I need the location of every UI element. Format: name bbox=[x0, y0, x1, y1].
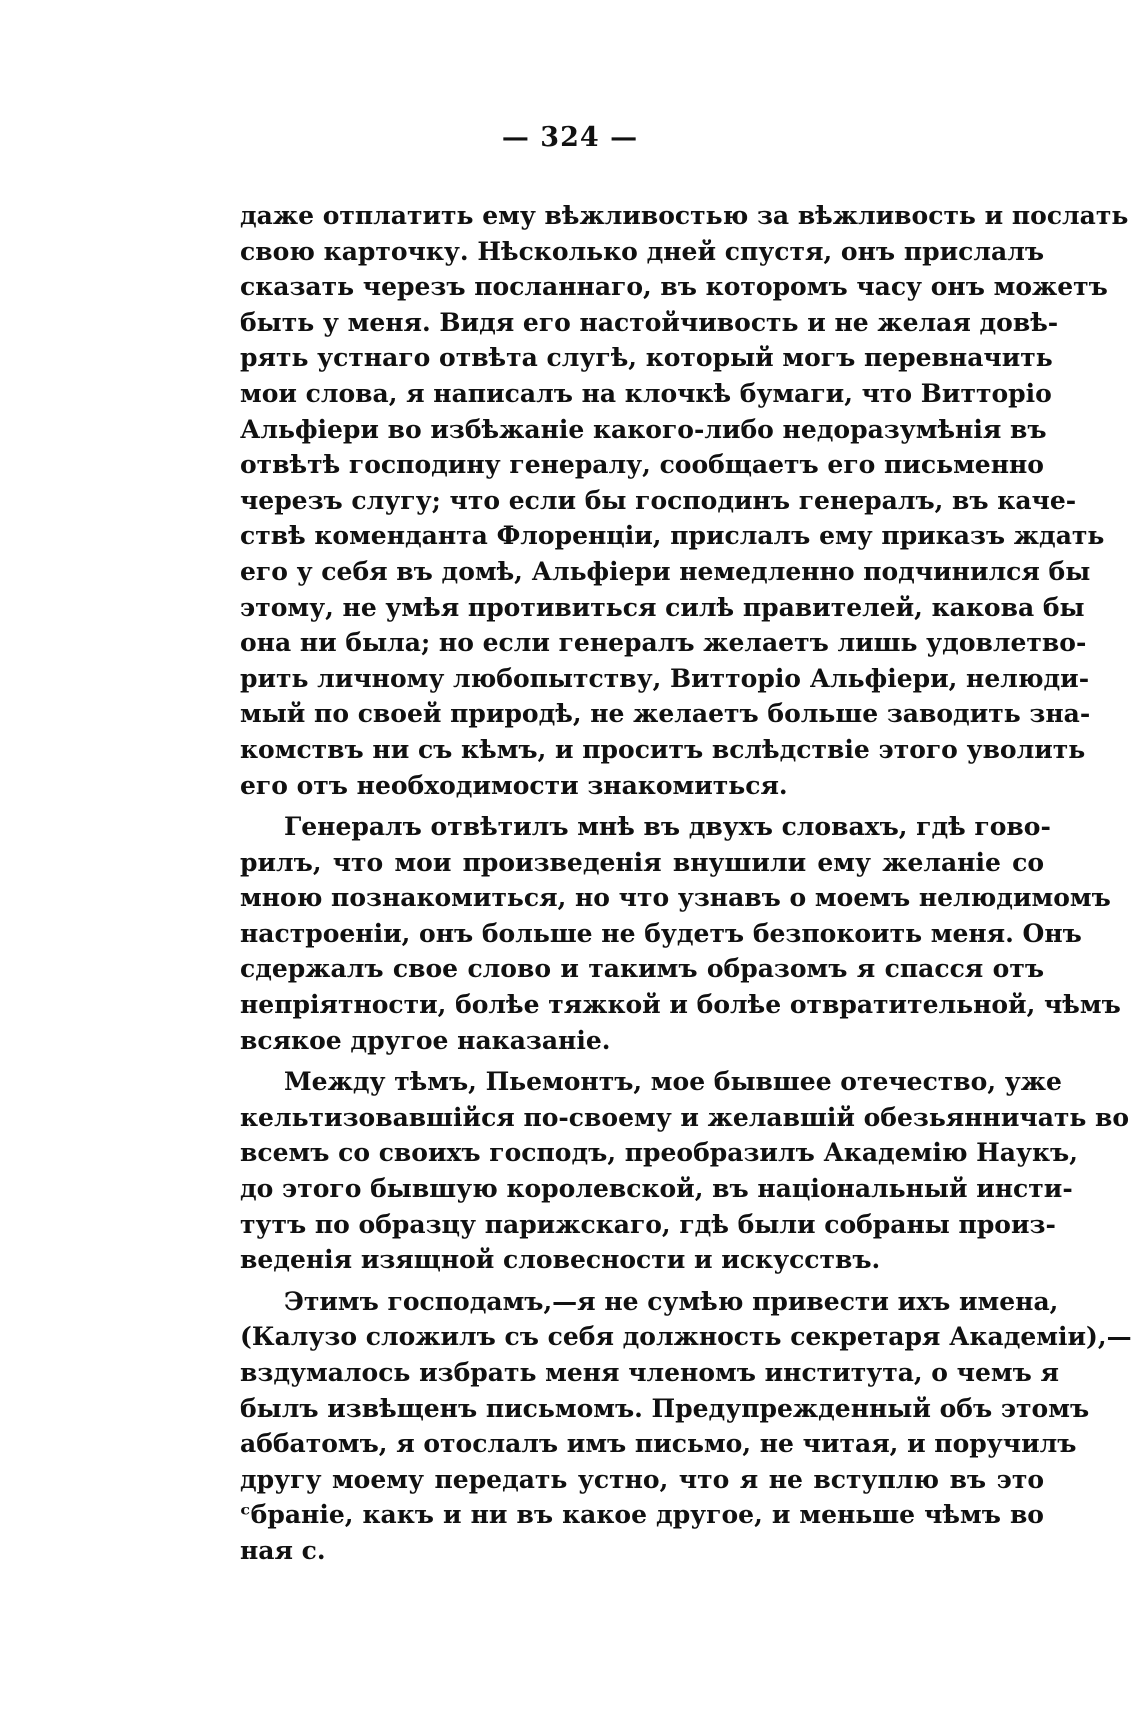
text-line: всемъ со своихъ господъ, преобразилъ Академію Наукъ, bbox=[240, 1138, 1078, 1168]
text-line: ᶜбраніе, какъ и ни въ какое другое, и меньше чѣмъ во bbox=[240, 1500, 1044, 1530]
text-line: сдержалъ свое слово и такимъ образомъ я спасся отъ bbox=[240, 954, 1044, 984]
text-line: его отъ необходимости знакомиться. bbox=[240, 770, 788, 800]
text-line: мый по своей природѣ, не желаетъ больше заводить зна- bbox=[240, 699, 1091, 729]
text-line: она ни была; но если генералъ желаетъ лишь удовлетво- bbox=[240, 628, 1087, 658]
text-line: свою карточку. Нѣсколько дней спустя, онъ прислалъ bbox=[240, 236, 1044, 266]
body-text bbox=[240, 198, 1132, 1569]
text-line: настроеніи, онъ больше не будетъ безпокоить меня. Онъ bbox=[240, 918, 1082, 948]
text-line: непріятности, болѣе тяжкой и болѣе отвратительной, чѣмъ bbox=[240, 990, 1121, 1020]
text-line: Альфіери во избѣжаніе какого-либо недоразумѣнія въ bbox=[240, 414, 1047, 444]
text-line: сказать черезъ посланнаго, въ которомъ часу онъ можетъ bbox=[240, 272, 1108, 302]
text-line: ная с. bbox=[240, 1535, 326, 1565]
text-line: Генералъ отвѣтилъ мнѣ въ двухъ словахъ, гдѣ гово- bbox=[284, 812, 1051, 842]
text-line: до этого бывшую королевской, въ національный инсти- bbox=[240, 1174, 1073, 1204]
text-line: отвѣтѣ господину генералу, сообщаетъ его письменно bbox=[240, 450, 1044, 480]
text-line: рилъ, что мои произведенія внушили ему желаніе со bbox=[240, 847, 1044, 877]
text-line: вздумалось избрать меня членомъ института, о чемъ я bbox=[240, 1358, 1059, 1387]
text-line: другу моему передать устно, что я не вступлю въ это bbox=[240, 1464, 1044, 1494]
text-line: мои слова, я написалъ на клочкѣ бумаги, что Витторіо bbox=[240, 378, 1052, 408]
text-line: Этимъ господамъ,—я не сумѣю привести ихъ имена, bbox=[284, 1286, 1059, 1316]
text-line: (Калузо сложилъ съ себя должность секретаря Академіи),— bbox=[240, 1322, 1132, 1352]
text-line: аббатомъ, я отослалъ имъ письмо, не читая, и поручилъ bbox=[240, 1429, 1077, 1459]
text-line: кельтизовавшійся по-своему и желавшій обезьянничать во bbox=[240, 1102, 1130, 1132]
text-line: быть у меня. Видя его настойчивость и не желая довѣ- bbox=[240, 307, 1059, 337]
text-line: рить личному любопытству, Витторіо Альфіери, нелюди- bbox=[240, 663, 1090, 693]
text-line: мною познакомиться, но что узнавъ о моемъ нелюдимомъ bbox=[240, 883, 1111, 913]
page-number: — 324 — bbox=[501, 122, 639, 153]
text-line: черезъ слугу; что если бы господинъ генералъ, въ каче- bbox=[240, 485, 1077, 515]
text-line: тутъ по образцу парижскаго, гдѣ были собраны произ- bbox=[240, 1209, 1056, 1239]
text-line: комствъ ни съ кѣмъ, и проситъ вслѣдствіе этого уволить bbox=[240, 734, 1086, 764]
text-line: даже отплатить ему вѣжливостью за вѣжливость и послать bbox=[240, 201, 1129, 230]
text-line: всякое другое наказаніе. bbox=[240, 1025, 611, 1055]
text-line: его у себя въ домѣ, Альфіери немедленно подчинился бы bbox=[240, 556, 1091, 586]
text-line: Между тѣмъ, Пьемонтъ, мое бывшее отечество, уже bbox=[284, 1067, 1062, 1097]
text-line: рять устнаго отвѣта слугѣ, который могъ перевначить bbox=[240, 343, 1053, 373]
text-line: веденія изящной словесности и искусствъ. bbox=[240, 1245, 881, 1275]
text-line: ствѣ коменданта Флоренціи, прислалъ ему приказъ ждать bbox=[240, 521, 1105, 551]
text-line: былъ извѣщенъ письмомъ. Предупрежденный объ этомъ bbox=[240, 1393, 1090, 1423]
text-line: этому, не умѣя противиться силѣ правителей, какова бы bbox=[240, 592, 1085, 622]
